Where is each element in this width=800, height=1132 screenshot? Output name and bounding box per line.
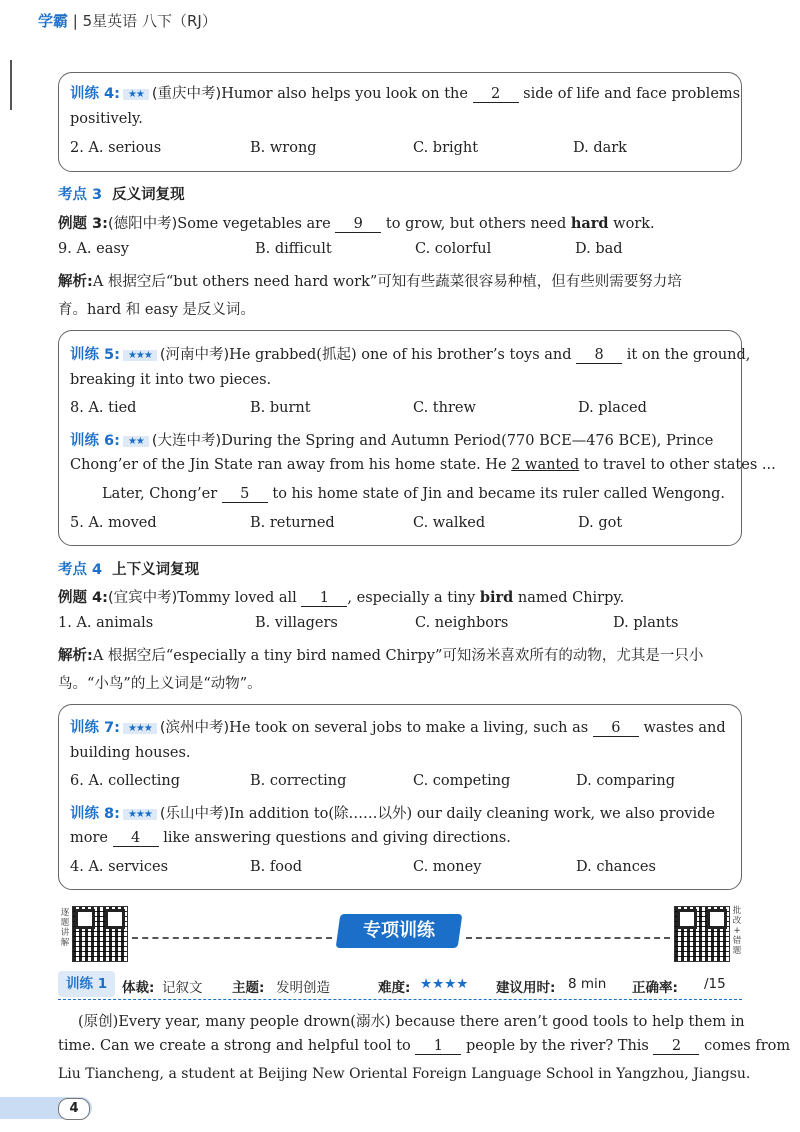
- ex3-option-a[interactable]: 9. A. easy: [58, 241, 129, 257]
- ex4-analysis-line1: [58, 644, 703, 665]
- t7-source: (滨州中考): [159, 720, 230, 736]
- caption-char: 批: [732, 906, 742, 916]
- section-heading-kd4: [58, 558, 199, 579]
- training-info-bar: [58, 971, 742, 1000]
- t6-label: 训练 6:: [70, 433, 120, 449]
- difficulty-stars-icon: ★★★: [123, 723, 157, 734]
- t6-line3: [102, 486, 725, 503]
- t5-text-b: it on the ground,: [626, 347, 751, 363]
- passage-line2-c: comes from: [704, 1038, 791, 1054]
- ex4-source: (宜宾中考): [107, 590, 178, 606]
- difficulty-stars-icon: ★★: [123, 89, 149, 100]
- t8-blank[interactable]: 4: [113, 830, 159, 847]
- brand-logo: 学霸: [38, 12, 69, 30]
- t6-line2: [70, 457, 776, 473]
- t8-option-d[interactable]: D. chances: [576, 859, 656, 875]
- theme-value: 发明创造: [276, 980, 330, 996]
- right-qr-caption: [732, 906, 742, 956]
- t6-option-a[interactable]: 5. A. moved: [70, 515, 157, 531]
- caption-char: 改: [732, 916, 742, 926]
- t6-line1: [70, 429, 713, 450]
- t5-option-b[interactable]: B. burnt: [250, 400, 311, 416]
- accuracy-key: 正确率:: [632, 980, 678, 996]
- t5-label: 训练 5:: [70, 347, 120, 363]
- difficulty-stars-icon: ★★: [123, 436, 149, 447]
- accuracy-value: /15: [704, 976, 726, 992]
- difficulty-stars-icon: ★★★: [123, 809, 157, 820]
- training-label: 训练 1: [58, 971, 115, 997]
- genre-key: 体裁:: [122, 980, 155, 996]
- ex3-analysis-line2: 育。hard 和 easy 是反义词。: [58, 302, 255, 318]
- t7-option-c[interactable]: C. competing: [413, 773, 511, 789]
- t5-line1: [70, 343, 750, 364]
- caption-char: 题: [732, 946, 742, 956]
- t6-line3-b: to his home state of Jin and became its ruler called Wengong.: [272, 486, 725, 502]
- t4-source: (重庆中考): [151, 86, 222, 102]
- t8-option-a[interactable]: 4. A. services: [70, 859, 169, 875]
- t7-label: 训练 7:: [70, 720, 120, 736]
- t4-option-b[interactable]: B. wrong: [250, 140, 317, 156]
- t8-line1: [70, 802, 715, 823]
- ex4-bold-word: bird: [479, 589, 514, 606]
- t6-blank[interactable]: 5: [222, 486, 268, 503]
- left-qr-caption: [60, 908, 70, 948]
- t6-underlined-hint: 2 wanted: [511, 457, 580, 473]
- t8-option-c[interactable]: C. money: [413, 859, 482, 875]
- ex4-blank[interactable]: 1: [301, 590, 347, 607]
- genre-value: 记叙文: [162, 980, 203, 996]
- grade-label: 八下（RJ）: [141, 12, 217, 30]
- t4-label: 训练 4:: [70, 86, 120, 102]
- ex3-option-b[interactable]: B. difficult: [255, 241, 332, 257]
- banner-divider-right: [466, 937, 670, 939]
- banner-title: 专项训练: [363, 920, 435, 941]
- t5-text-a: He grabbed(抓起) one of his brother’s toys and: [229, 347, 572, 363]
- ex4-analysis-line2: 鸟。“小鸟”的上义词是“动物”。: [58, 676, 262, 692]
- section-banner: [336, 914, 463, 948]
- t7-blank[interactable]: 6: [593, 720, 639, 737]
- page-header: [38, 10, 217, 31]
- ex4-analysis-label: 解析:: [58, 648, 93, 664]
- ex3-text-c: work.: [613, 216, 655, 232]
- difficulty-stars-icon: ★★★★: [420, 976, 469, 992]
- caption-char: 题: [60, 918, 70, 928]
- ex3-source: (德阳中考): [107, 216, 178, 232]
- t5-option-c[interactable]: C. threw: [413, 400, 476, 416]
- difficulty-key: 难度:: [378, 980, 411, 996]
- ex3-text-b: to grow, but others need: [385, 216, 567, 232]
- t6-line2-a: Chong’er of the Jin State ran away from his home state. He: [70, 457, 507, 473]
- t6-option-b[interactable]: B. returned: [250, 515, 335, 531]
- ex3-analysis-text1: A 根据空后“but others need hard work”可知有些蔬菜很容易种植，但有些则需要努力培: [92, 274, 682, 290]
- passage-line2-b: people by the river? This: [465, 1038, 649, 1054]
- t4-option-a[interactable]: 2. A. serious: [70, 140, 162, 156]
- ex3-line1: [58, 212, 655, 233]
- t8-line2: [70, 830, 511, 847]
- t4-text-b: side of life and face problems: [523, 86, 741, 102]
- t6-line2-b: to travel to other states ...: [583, 457, 776, 473]
- t7-option-b[interactable]: B. correcting: [250, 773, 347, 789]
- ex4-option-b[interactable]: B. villagers: [255, 615, 338, 631]
- t7-text-a: He took on several jobs to make a living, such as: [229, 720, 589, 736]
- t4-line2: positively.: [70, 111, 143, 127]
- ex3-option-d[interactable]: D. bad: [575, 241, 623, 257]
- caption-char: 讲: [60, 928, 70, 938]
- ex3-label: 例题 3:: [58, 216, 108, 232]
- header-separator: |: [72, 12, 78, 30]
- ex4-analysis-text1: A 根据空后“especially a tiny bird named Chirpy”可知汤米喜欢所有的动物，尤其是一只小: [92, 648, 704, 664]
- ex3-blank[interactable]: 9: [335, 216, 381, 233]
- t8-line2-a: more: [70, 830, 108, 846]
- t4-option-d[interactable]: D. dark: [573, 140, 627, 156]
- ex4-text-a: Tommy loved all: [177, 590, 297, 606]
- kd3-title: 反义词复现: [112, 187, 185, 203]
- kd4-key: 考点 4: [58, 562, 103, 578]
- t4-line1: [70, 82, 740, 103]
- passage-line1: (原创)Every year, many people drown(溺水) because there aren’t good tools to help them in: [78, 1014, 745, 1030]
- book-title: 5星英语: [82, 12, 138, 30]
- t8-line2-b: like answering questions and giving directions.: [163, 830, 511, 846]
- ex4-label: 例题 4:: [58, 590, 108, 606]
- ex4-option-c[interactable]: C. neighbors: [415, 615, 509, 631]
- t8-text-a: In addition to(除……以外) our daily cleaning work, we also provide: [229, 806, 715, 822]
- t4-text-a: Humor also helps you look on the: [221, 86, 468, 102]
- qr-code-icon[interactable]: [72, 906, 128, 962]
- passage-blank-2[interactable]: 2: [653, 1038, 699, 1055]
- t6-text-a: During the Spring and Autumn Period(770 BCE—476 BCE), Prince: [221, 433, 714, 449]
- t7-line1: [70, 716, 726, 737]
- caption-char: 逐: [60, 908, 70, 918]
- t8-option-b[interactable]: B. food: [250, 859, 302, 875]
- banner-divider-left: [132, 937, 332, 939]
- theme-key: 主题:: [232, 980, 265, 996]
- qr-code-icon[interactable]: [674, 906, 730, 962]
- ex4-text-b: , especially a tiny: [347, 590, 476, 606]
- ex3-text-a: Some vegetables are: [177, 216, 331, 232]
- t5-option-a[interactable]: 8. A. tied: [70, 400, 137, 416]
- t7-text-b: wastes and: [643, 720, 726, 736]
- t6-line3-a: Later, Chong’er: [102, 486, 218, 502]
- page-number: 4: [58, 1098, 90, 1120]
- t5-option-d[interactable]: D. placed: [578, 400, 647, 416]
- ex3-bold-word: hard: [570, 215, 609, 232]
- time-value: 8 min: [568, 976, 607, 992]
- kd4-title: 上下义词复现: [112, 562, 200, 578]
- t7-option-a[interactable]: 6. A. collecting: [70, 773, 181, 789]
- difficulty-stars-icon: ★★★: [123, 350, 157, 361]
- passage-line2: [58, 1038, 790, 1055]
- t6-option-c[interactable]: C. walked: [413, 515, 486, 531]
- ex3-option-c[interactable]: C. colorful: [415, 241, 492, 257]
- caption-char: 错: [732, 936, 742, 946]
- t8-source: (乐山中考): [159, 806, 230, 822]
- kd3-key: 考点 3: [58, 187, 103, 203]
- section-heading-kd3: [58, 183, 185, 204]
- t5-line2: breaking it into two pieces.: [70, 372, 272, 388]
- ex4-option-d[interactable]: D. plants: [613, 615, 679, 631]
- ex3-analysis-line1: [58, 270, 682, 291]
- t7-line2: building houses.: [70, 745, 191, 761]
- passage-line3: Liu Tiancheng, a student at Beijing New Oriental Foreign Language School in Yangzhou, Jiangsu.: [58, 1066, 751, 1082]
- passage-line2-a: time. Can we create a strong and helpful tool to: [58, 1038, 411, 1054]
- ex4-line1: [58, 586, 624, 607]
- t8-label: 训练 8:: [70, 806, 120, 822]
- t4-blank[interactable]: 2: [473, 86, 519, 103]
- ex3-analysis-label: 解析:: [58, 274, 93, 290]
- t4-option-c[interactable]: C. bright: [413, 140, 479, 156]
- t6-option-d[interactable]: D. got: [578, 515, 623, 531]
- t5-source: (河南中考): [159, 347, 230, 363]
- ex4-text-c: named Chirpy.: [517, 590, 625, 606]
- ex4-option-a[interactable]: 1. A. animals: [58, 615, 154, 631]
- caption-char: +: [733, 926, 741, 936]
- t5-blank[interactable]: 8: [576, 347, 622, 364]
- passage-blank-1[interactable]: 1: [415, 1038, 461, 1055]
- time-key: 建议用时:: [496, 980, 556, 996]
- caption-char: 解: [60, 938, 70, 948]
- t7-option-d[interactable]: D. comparing: [576, 773, 676, 789]
- margin-rule: [10, 60, 12, 110]
- t6-source: (大连中考): [151, 433, 222, 449]
